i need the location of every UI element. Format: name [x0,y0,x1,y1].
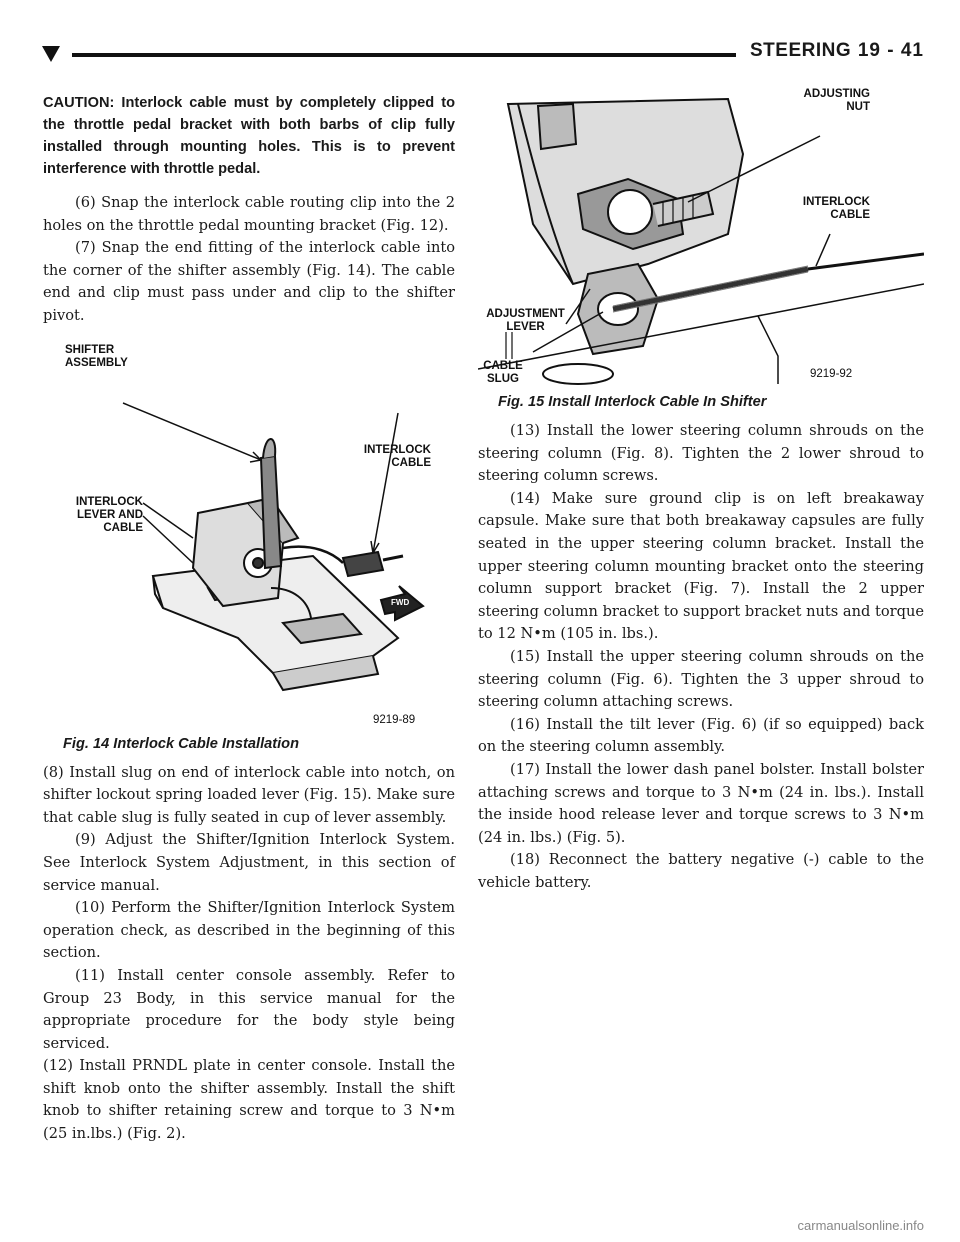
figure-15-caption: Fig. 15 Install Interlock Cable In Shifter [498,394,767,410]
label-cable-slug: CABLE SLUG [483,360,523,385]
step-13: (13) Install the lower steering column shrouds on the steering column (Fig. 8). Tighten the 2 lower shroud to steering column screws. [478,422,924,485]
step-12: (12) Install PRNDL plate in center console. Install the shift knob onto the shifter assembly. Install the shift knob to shifter retaining screw and torque to 3 N•m (25 in.lbs.) (Fig. 2). [43,1057,455,1143]
label-adjusting-nut: ADJUSTING NUT [803,88,870,113]
page-header [36,40,924,70]
label-adjustment-lever: ADJUSTMENT LEVER [486,308,565,333]
figure-14 [43,338,455,730]
step-8: (8) Install slug on end of interlock cable into notch, on shifter lockout spring loaded lever (Fig. 15). Make sure that cable slug is fully seated in cup of lever assembly. [43,763,455,826]
label-fwd: FWD [391,597,410,607]
triangle-marker-icon [42,46,60,62]
step-18: (18) Reconnect the battery negative (-) cable to the vehicle battery. [478,851,924,891]
label-shifter-assembly: SHIFTER ASSEMBLY [65,343,128,369]
right-column [478,84,924,894]
section-title: STEERING [750,40,852,61]
header-rule [72,53,736,57]
figure-14-caption: Fig. 14 Interlock Cable Installation [63,735,299,752]
figure-code: 9219-89 [373,713,416,726]
figure-code-15: 9219-92 [810,368,853,380]
watermark-link[interactable]: carmanualsonline.info [797,1218,924,1233]
step-16: (16) Install the tilt lever (Fig. 6) (if so equipped) back on the steering column assembly. [478,715,924,756]
caution-note: CAUTION: Interlock cable must by completely clipped to the throttle pedal bracket with both barbs of clip fully installed through mounting holes. This is to prevent interference with throttle pedal. [43,95,455,177]
label-interlock-lever-and-cable: INTERLOCK LEVER AND CABLE [75,495,143,534]
label-interlock-cable-fig15: INTERLOCK CABLE [802,196,870,221]
adjustment-lever-illustration [478,84,924,388]
step-6: (6) Snap the interlock cable routing clip into the 2 holes on the throttle pedal mounting bracket (Fig. 12). [43,194,455,234]
step-17: (17) Install the lower dash panel bolster. Install bolster attaching screws and torque to 3 N•m (24 in. lbs.). Install the inside hood release lever and torque screws to 3 N•m (24 in. lbs.) (Fig. 5). [478,760,924,846]
step-9: (9) Adjust the Shifter/Ignition Interlock System. See Interlock System Adjustment, in this section of service manual. [43,831,455,894]
left-column [43,92,455,1146]
page-number: 19 - 41 [857,40,924,61]
step-15: (15) Install the upper steering column shrouds on the steering column (Fig. 6). Tighten the 3 upper shroud to steering column attaching screws. [478,647,924,711]
step-10: (10) Perform the Shifter/Ignition Interlock System operation check, as described in the beginning of this section. [43,899,455,962]
step-7: (7) Snap the end fitting of the interlock cable into the corner of the shifter assembly (Fig. 14). The cable end and clip must pass under and clip to the shifter pivot. [43,239,455,324]
figure-15 [478,84,924,388]
step-14: (14) Make sure ground clip is on left breakaway capsule. Make sure that both breakaway capsules are fully seated in the upper steering column bracket. Install the upper steering column mounting bracket onto the steering column support bracket (Fig. 7). Install the 2 upper steering column bracket to support bracket nuts and torque to 12 N•m (105 in. lbs.). [478,489,924,643]
label-interlock-cable: INTERLOCK CABLE [363,443,431,469]
step-11: (11) Install center console assembly. Refer to Group 23 Body, in this service manual for the appropriate procedure for the body style being serviced. [43,966,455,1052]
